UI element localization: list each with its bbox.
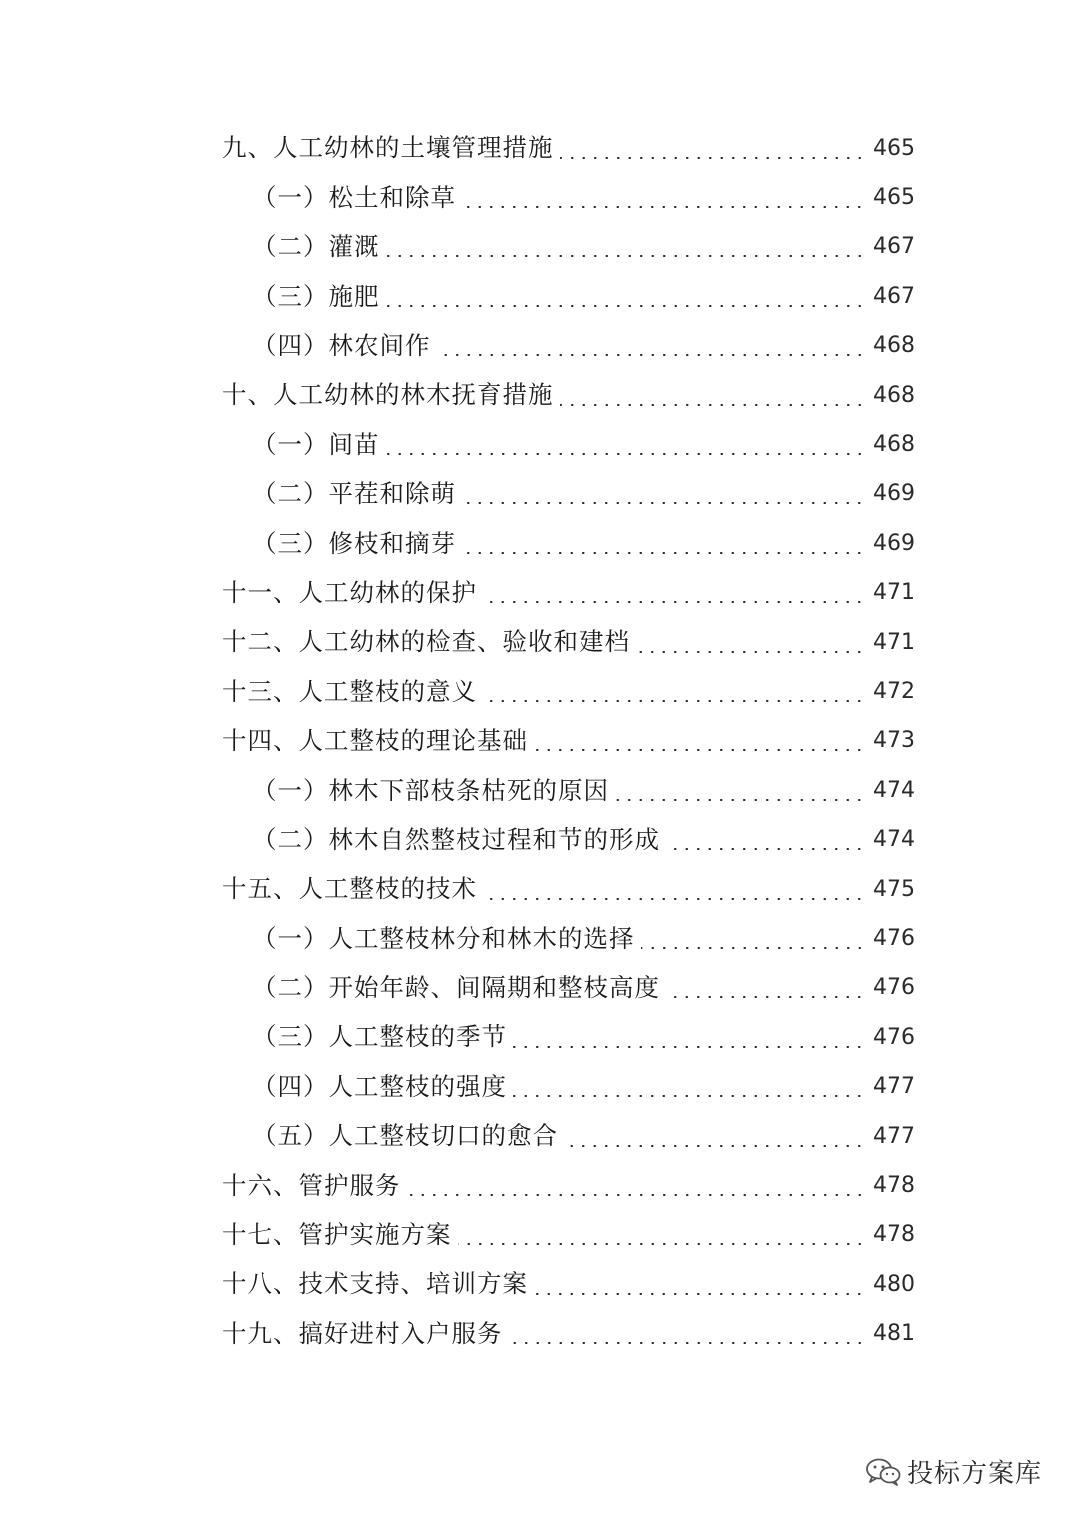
- toc-entry[interactable]: [0, 964, 1080, 1013]
- toc-page-number: 468: [873, 432, 915, 458]
- toc-page-number: 468: [873, 382, 915, 408]
- toc-dot-leader: [636, 651, 865, 653]
- toc-entry[interactable]: [0, 1112, 1080, 1161]
- toc-dot-leader: [437, 354, 866, 356]
- toc-entry-title: （四）人工整枝的强度: [252, 1071, 507, 1101]
- wechat-icon: [865, 1458, 901, 1486]
- toc-dot-leader: [641, 947, 866, 949]
- toc-entry[interactable]: [0, 815, 1080, 864]
- toc-entry-title: （二）开始年龄、间隔期和整枝高度: [252, 973, 660, 1003]
- toc-page-number: 476: [873, 925, 915, 951]
- toc-entry[interactable]: [0, 717, 1080, 766]
- toc-dot-leader: [564, 1145, 865, 1147]
- toc-dot-leader: [615, 799, 865, 801]
- toc-page-number: 478: [873, 1222, 915, 1248]
- toc-entry[interactable]: [0, 1211, 1080, 1260]
- toc-entry[interactable]: [0, 371, 1080, 420]
- toc-entry-title: 十六、管护服务: [222, 1170, 401, 1200]
- toc-page-number: 465: [873, 135, 915, 161]
- toc-page-number: 476: [873, 1024, 915, 1050]
- toc-dot-leader: [534, 749, 865, 751]
- toc-entry[interactable]: [0, 124, 1080, 173]
- toc-page-number: 468: [873, 333, 915, 359]
- toc-dot-leader: [462, 502, 865, 504]
- toc-page-number: 475: [873, 876, 915, 902]
- toc-dot-leader: [483, 898, 865, 900]
- toc-page-number: 465: [873, 185, 915, 211]
- toc-entry-title: 十九、搞好进村入户服务: [222, 1318, 503, 1348]
- toc-entry[interactable]: [0, 569, 1080, 618]
- toc-page-number: 476: [873, 975, 915, 1001]
- toc-page-number: 477: [873, 1123, 915, 1149]
- toc-entry[interactable]: [0, 1161, 1080, 1210]
- toc-entry-title: 九、人工幼林的土壤管理措施: [222, 133, 554, 163]
- toc-entry[interactable]: [0, 1309, 1080, 1358]
- toc-entry[interactable]: [0, 420, 1080, 469]
- toc-page-number: 472: [873, 678, 915, 704]
- toc-entry-title: 十八、技术支持、培训方案: [222, 1269, 528, 1299]
- toc-entry-title: 十三、人工整枝的意义: [222, 676, 477, 706]
- toc-entry[interactable]: [0, 914, 1080, 963]
- toc-dot-leader: [534, 1293, 865, 1295]
- toc-entry[interactable]: [0, 667, 1080, 716]
- toc-entry[interactable]: [0, 322, 1080, 371]
- toc-dot-leader: [483, 700, 865, 702]
- toc-page-number: 481: [873, 1321, 915, 1347]
- toc-entry[interactable]: [0, 766, 1080, 815]
- toc-entry-title: （一）间苗: [252, 429, 380, 459]
- toc-dot-leader: [407, 1194, 866, 1196]
- toc-page-number: 471: [873, 580, 915, 606]
- toc-entry-title: 十四、人工整枝的理论基础: [222, 726, 528, 756]
- toc-entry-title: （三）修枝和摘芽: [252, 528, 456, 558]
- toc-dot-leader: [386, 255, 866, 257]
- toc-entry-title: 十七、管护实施方案: [222, 1220, 452, 1250]
- toc-entry[interactable]: [0, 618, 1080, 667]
- toc-page-number: 469: [873, 481, 915, 507]
- toc-entry-title: 十二、人工幼林的检查、验收和建档: [222, 627, 630, 657]
- toc-entry[interactable]: [0, 1013, 1080, 1062]
- toc-entry-title: （二）平茬和除萌: [252, 479, 456, 509]
- toc-entry[interactable]: [0, 865, 1080, 914]
- toc-entry-title: （一）松土和除草: [252, 182, 456, 212]
- toc-entry-title: 十一、人工幼林的保护: [222, 577, 477, 607]
- toc-entry[interactable]: [0, 519, 1080, 568]
- toc-page-number: 478: [873, 1172, 915, 1198]
- toc-entry-title: （三）施肥: [252, 281, 380, 311]
- toc-page-number: 474: [873, 777, 915, 803]
- toc-page-number: 477: [873, 1074, 915, 1100]
- toc-dot-leader: [513, 1095, 865, 1097]
- toc-dot-leader: [560, 157, 866, 159]
- toc-entry-title: （一）林木下部枝条枯死的原因: [252, 775, 609, 805]
- toc-dot-leader: [462, 552, 865, 554]
- toc-dot-leader: [560, 404, 866, 406]
- toc-dot-leader: [458, 1243, 866, 1245]
- toc-entry[interactable]: [0, 223, 1080, 272]
- toc-page-number: 471: [873, 629, 915, 655]
- toc-page-number: 467: [873, 234, 915, 260]
- toc-entry-title: （二）灌溉: [252, 232, 380, 262]
- toc-entry-title: （四）林农间作: [252, 331, 431, 360]
- toc-dot-leader: [462, 206, 865, 208]
- toc-dot-leader: [513, 1046, 865, 1048]
- toc-dot-leader: [386, 453, 866, 455]
- toc-dot-leader: [509, 1342, 866, 1344]
- toc-entry-title: （五）人工整枝切口的愈合: [252, 1121, 558, 1151]
- toc-entry[interactable]: [0, 470, 1080, 519]
- toc-entry[interactable]: [0, 272, 1080, 321]
- toc-entry-title: （二）林木自然整枝过程和节的形成: [252, 824, 660, 854]
- toc-entry-title: 十五、人工整枝的技术: [222, 874, 477, 904]
- toc-entry[interactable]: [0, 1260, 1080, 1309]
- toc-page-number: 467: [873, 283, 915, 309]
- toc-entry-title: （一）人工整枝林分和林木的选择: [252, 923, 635, 953]
- toc-entry[interactable]: [0, 1062, 1080, 1111]
- toc-page-number: 480: [873, 1271, 915, 1297]
- toc-dot-leader: [386, 305, 866, 307]
- watermark: [865, 1453, 1042, 1490]
- toc-dot-leader: [666, 996, 865, 998]
- toc-dot-leader: [666, 848, 865, 850]
- toc-page-number: 474: [873, 827, 915, 853]
- table-of-contents: [0, 124, 1080, 1359]
- toc-entry-title: 十、人工幼林的林木抚育措施: [222, 380, 554, 410]
- toc-entry-title: （三）人工整枝的季节: [252, 1022, 507, 1052]
- toc-page-number: 469: [873, 530, 915, 556]
- watermark-text: 投标方案库: [906, 1459, 1042, 1489]
- toc-page-number: 473: [873, 728, 915, 754]
- toc-entry[interactable]: [0, 173, 1080, 222]
- toc-dot-leader: [483, 601, 865, 603]
